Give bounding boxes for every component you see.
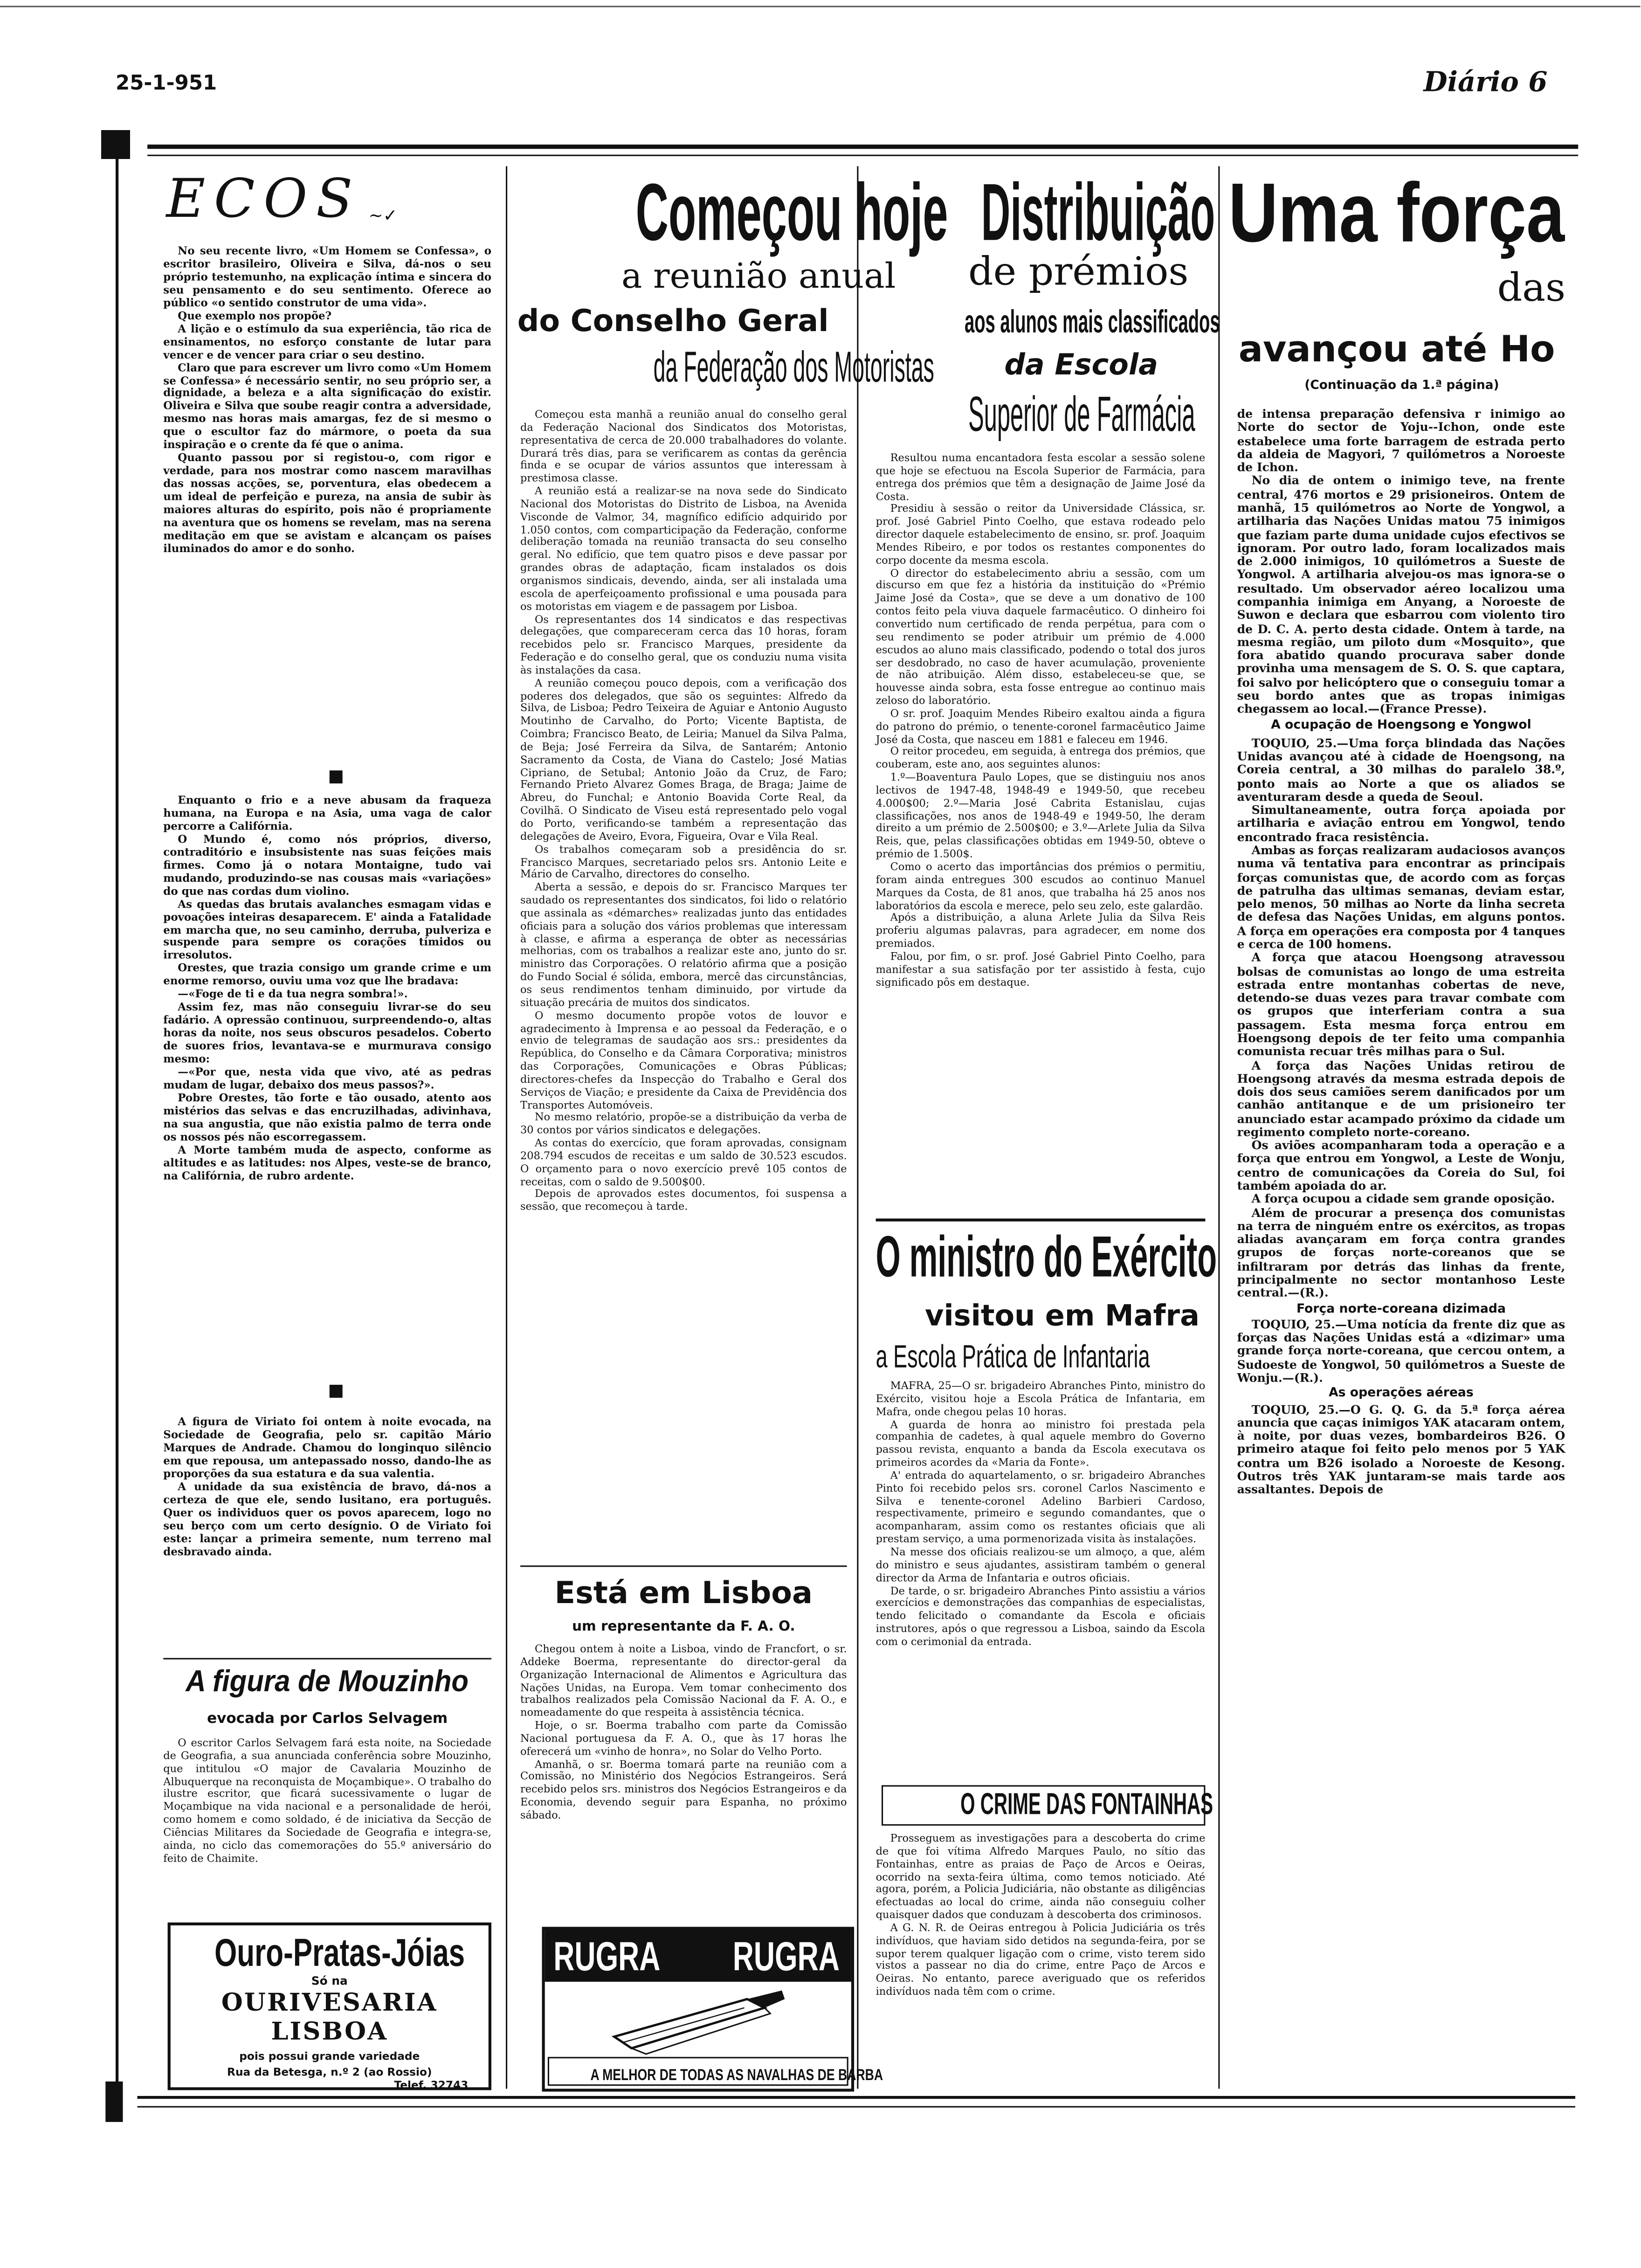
premios-paragraph: O reitor procedeu, em seguida, à entrega dos prémios, que couberam, este ano, aos seguintes alunos: — [876, 745, 1206, 771]
premios-paragraph: Falou, por fim, o sr. prof. José Gabriel Pinto Coelho, para manifestar a sua satisfação por ter assistido à festa, cujo significado pôs em destaque. — [876, 949, 1206, 989]
rugra-brand-left: RUGRA — [553, 1934, 661, 1979]
ecos-paragraph: A Morte também muda de aspecto, conforme as altitudes e as latitudes: nos Alpes, veste-se de branco, na Califórnia, de rubro ardente. — [163, 1143, 491, 1182]
ministro-headline-3-wrap — [876, 1339, 1211, 1376]
premios-headline-4: da Escola — [1004, 347, 1158, 382]
mouzinho-subtitle: evocada por Carlos Selvagem — [207, 1711, 448, 1728]
conselho-paragraph: A reunião começou pouco depois, com a verificação dos poderes dos delegados, que são os seguintes: Alfredo da Silva, de Lisboa; Pedro Teixeira de Aguiar e Antonio Augusto Moutinho de Carvalho, do Porto; Vicente Baptista, de Coimbra; Francisco Beato, de Leiria; Manuel da Silva Palma, de Beja; José Ferreira da Silva, de Santarém; Antonio Sacramento da Costa, de Viana do Castelo; José Matias Cipriano, de Setubal; Antonio João da Cruz, de Faro; Fernando Prieto Alvarez Gomes Braga, de Braga; Jaime de Abreu, do Funchal; e Antonio Boavida Corte Real, da Covilhã. O Sindicato de Viseu está representado pelo vogal do Porto, verificando-se também a representação das delegações de Aveiro, Evora, Figueira, Ovar e Vila Real. — [520, 676, 847, 843]
forca-paragraph: Ambas as forças realizaram audaciosos avanços numa vã tentativa para encontrar as principais forças comunistas que, de acordo com as forças de patrulha das ultimas semanas, deviam estar, pelo menos, 50 milhas ao Norte da linha secreta de defesa das Nações Unidas, em alguns pontos. A força em operações era composta por 4 tanques e cerca de 100 homens. — [1237, 843, 1565, 951]
ecos-paragraph: Orestes, que trazia consigo um grande crime e um enorme remorso, ouviu uma voz que lhe bradava: — [163, 961, 491, 988]
forca-headline-3: avançou até Ho — [1238, 328, 1555, 370]
ecos-paragraph: Quanto passou por si registou-o, com rigor e verdade, para nos mostrar como nascem maravilhas das nossas acções, se, porventura, elas obedecem a um ideal de perfeição e pureza, na ansia de subir às maiores alturas do espírito, pois não é propriamente na aventura que os homens se revelam, mas na serena meditação em que se avistam e alcançam os países iluminados do amor e do sonho. — [163, 451, 491, 555]
conselho-paragraph: Os trabalhos começaram sob a presidência do sr. Francisco Marques, secretariado pelos srs. Antonio Leite e Mário de Carvalho, directores do conselho. — [520, 842, 847, 881]
ecos-section-3 — [163, 1417, 491, 1559]
lisboa-paragraph: Chegou ontem à noite a Lisboa, vindo de Francfort, o sr. Addeke Boerma, representante do director-geral da Organização Internacional de Alimentos e Agricultura das Nações Unidas, na Europa. Vem tomar conhecimento dos trabalhos realizados pela Comissão Nacional da F. A. O., e nomeadamente do que respeita à assistência técnica. — [520, 1642, 847, 1719]
column-divider — [857, 166, 858, 2089]
rugra-brand-right: RUGRA — [732, 1934, 840, 1979]
ecos-ornament: ~✓ — [368, 205, 398, 226]
section-rule — [876, 1218, 1206, 1221]
conselho-headline-1: Começou hoje — [635, 166, 948, 257]
forca-paragraph: de intensa preparação defensiva r inimigo ao Norte do sector de Yoju--Ichon, onde este estabelece uma forte barragem de estrada perto da aldeia de Magyori, 7 quilómetros a Noroeste de Ichon. — [1237, 406, 1565, 475]
column-divider — [506, 166, 507, 2089]
lisboa-paragraph: Amanhã, o sr. Boerma tomará parte na reunião com a Comissão, no Ministério dos Negócios Estrangeiros. Será recebido pelos srs. ministros dos Negócios Estrangeiros e da Economia, devendo seguir para Espanha, no próximo sábado. — [520, 1757, 847, 1821]
ministro-paragraph: Na messe dos oficiais realizou-se um almoço, a que, além do ministro e seus ajudantes, assistiram também o general director da Arma de Infantaria e outros oficiais. — [876, 1545, 1206, 1584]
ecos-paragraph: As quedas das brutais avalanches esmagam vidas e povoações inteiras desaparecem. E' ainda a Fatalidade em marcha que, no seu caminho, derruba, pulveriza e suspende para sempre os corações tímidos ou irresolutos. — [163, 897, 491, 962]
conselho-headline-wrap — [513, 165, 948, 258]
ad-line-2: Só na — [311, 1974, 348, 1988]
rugra-slogan: A MELHOR DE TODAS AS NAVALHAS DE BARBA — [590, 2067, 883, 2085]
conselho-body — [520, 409, 847, 1214]
ecos-title: ECOS — [166, 167, 361, 230]
premios-headline-2: de prémios — [968, 250, 1189, 295]
rugra-ad — [542, 1927, 883, 2091]
bottom-rule-thin — [138, 2106, 1576, 2108]
premios-paragraph: Como o acerto das importâncias dos prémios o permitiu, foram ainda entregues 300 escudos ao continuo Manuel Marques da Costa, de 81 anos, que trabalha há 25 anos nos laboratórios da escola e merece, pelo seu zelo, este galardão. — [876, 860, 1206, 912]
ecos-paragraph: Assim fez, mas não conseguiu livrar-se do seu fadário. A opressão continuou, surpreendendo-o, altas horas da noite, nos seus obscuros pesadelos. Coberto de suores frios, levantava-se e murmurava consigo mesmo: — [163, 1000, 491, 1065]
ad-line-5: Rua da Betesga, n.º 2 (ao Rossio) — [227, 2065, 432, 2079]
premios-body — [876, 452, 1206, 989]
rugra-slogan-box — [548, 2057, 883, 2086]
premios-paragraph: Resultou numa encantadora festa escolar a sessão solene que hoje se efectuou na Escola Superior de Farmácia, para entrega dos prémios que têm a designação de Jaime José da Costa. — [876, 451, 1206, 503]
forca-headline-2: das — [1497, 266, 1566, 311]
ecos-paragraph: No seu recente livro, «Um Homem se Confessa», o escritor brasileiro, Oliveira e Silva, dá-nos o seu próprio testemunho, na explicação íntima e sincera do seu pensamento e do seu sentimento. Oferece ao público «o sentido construtor de uma vida». — [163, 244, 491, 309]
ministro-paragraph: MAFRA, 25—O sr. brigadeiro Abranches Pinto, ministro do Exército, visitou hoje a Escola Prática de Infantaria, em Mafra, onde chegou pelas 10 horas. — [876, 1379, 1206, 1418]
premios-paragraph: Presidiu à sessão o reitor da Universidade Clássica, sr. prof. José Gabriel Pinto Coelho, que estava rodeado pelo director daquele estabelecimento de ensino, sr. prof. Joaquim Mendes Ribeiro, e por todos os restantes componentes do corpo docente da mesma escola. — [876, 502, 1206, 567]
header-rule — [147, 145, 1578, 149]
ministro-paragraph: A guarda de honra ao ministro foi prestada pela companhia de cadetes, à qual aquele membro do Governo passou revista, enquanto a banda da Escola executava os primeiros acordes da «Maria da Fonte». — [876, 1417, 1206, 1469]
lisboa-body — [520, 1644, 847, 1823]
conselho-paragraph: A reunião está a realizar-se na nova sede do Sindicato Nacional dos Motoristas do Distrito de Lisboa, na Avenida Visconde de Valmor, 34, magnífico edifício adquirido por 1.050 contos, com comparticipação da Federação, conforme deliberação tomada na reunião transacta do seu conselho geral. No edifício, que tem quatro pisos e deve passar por grandes obras de adaptação, ficam instalados os dois organismos sindicais, devendo, ainda, ser ali instalada uma escola de aperfeiçoamento profissional e uma pousada para os motoristas em viagem e de passagem por Lisboa. — [520, 484, 847, 613]
forca-paragraph: A força ocupou a cidade sem grande oposição. — [1251, 1191, 1555, 1206]
ecos-paragraph: Enquanto o frio e a neve abusam da fraqueza humana, na Europa e na Asia, uma vaga de calor percorre a Califórnia. — [163, 793, 491, 833]
conselho-paragraph: As contas do exercício, que foram aprovadas, consignam 208.794 escudos de receitas e um saldo de 30.523 escudos. O orçamento para o novo exercício prevê 105 contos de receitas, com o saldo de 9.500$00. — [520, 1136, 847, 1188]
column-divider — [1218, 166, 1220, 2089]
mouzinho-body — [163, 1737, 491, 1865]
conselho-headline-4: da Federação dos Motoristas — [653, 344, 934, 392]
conselho-paragraph: No mesmo relatório, propõe-se a distribuição da verba de 30 contos por vários sindicatos e delegações. — [520, 1111, 847, 1137]
ministro-paragraph: De tarde, o sr. brigadeiro Abranches Pinto assistiu a vários exercícios e demonstrações das companhias de especialistas, tendo felicitado o comandante da Escola e oficiais instrutores, após o que regressou a Lisboa, saindo da Escola com o cerimonial da entrada. — [876, 1583, 1206, 1648]
ecos-paragraph: Pobre Orestes, tão forte e tão ousado, atento aos mistérios das selvas e das encruzilhadas, adivinhava, na sua angustia, que não existia palmo de terra onde os nossos pés não escorregassem. — [163, 1091, 491, 1143]
premios-headline-3: aos alunos mais classificados — [964, 304, 1220, 340]
premios-paragraph: 1.º—Boaventura Paulo Lopes, que se distinguiu nos anos lectivos de 1947-48, 1948-49 e 1949-50, que recebeu 4.000$00; 2.º—Maria José Cabrita Estanislau, cujas classificações, nos anos de 1948-49 e 1949-50, lhe deram direito a um prémio de 2.500$00; e 3.º—Arlete Julia da Silva Reis, que, pelas classificações obtidas em 1949-50, obteve o prémio de 1.500$. — [876, 770, 1206, 860]
premios-paragraph: O sr. prof. Joaquim Mendes Ribeiro exaltou ainda a figura do patrono do prémio, o tenente-coronel farmacêutico Jaime José da Costa, que nasceu em 1881 e faleceu em 1946. — [876, 706, 1206, 746]
ad-line-1: Ouro-Pratas-Jóias — [214, 1931, 465, 1975]
ecos-paragraph: A unidade da sua existência de bravo, dá-nos a certeza de que ele, sendo lusitano, era português. Quer os individuos quer os povos aparecem, logo no seu berço com um certo desígnio. O de Viriato foi este: lançar a primeira semente, num terreno mal desbravado ainda. — [163, 1480, 491, 1558]
forca-paragraph: No dia de ontem o inimigo teve, na frente central, 476 mortos e 29 prisioneiros. Ontem de manhã, 15 quilómetros ao Norte de Yongwol, a artilharia das Nações Unidas matou 75 inimigos que faziam parte duma unidade cujos efectivos se ignoram. Por outro lado, foram localizados mais de 2.000 inimigos, 10 quilómetros a Sueste de Yongwol. A artilharia alvejou-os mas ignora-se o resultado. Um observador aéreo localizou uma companhia inimiga em Anyang, a Noroeste de Suwon e declara que esbarrou com violento tiro de D. C. A. perto desta cidade. Ontem à tarde, na mesma região, um piloto dum «Mosquito», que fora abatido quando procurava saber donde provinha uma mensagem de S. O. S. que captara, foi salvo por helicóptero que o conseguiu tomar a seu bordo antes que as tropas inimigas chegassem ao local.—(France Presse). — [1237, 473, 1565, 716]
forca-subheading: As operações aéreas — [1329, 1386, 1474, 1401]
ministro-body — [876, 1381, 1206, 1649]
forca-subheading: Força norte-coreana dizimada — [1296, 1301, 1506, 1316]
section-rule — [163, 1658, 491, 1660]
ecos-paragraph: Que exemplo nos propõe? — [178, 309, 332, 322]
conselho-paragraph: Começou esta manhã a reunião anual do conselho geral da Federação Nacional dos Sindicatos dos Motoristas, representativa de cerca de 20.000 trabalhadores do volante. Durará três dias, para se verificarem as contas da gerência finda e se ocupar de vários assuntos que interessam à prestimosa classe. — [520, 408, 847, 485]
forca-paragraph: TOQUIO, 25.—Uma força blindada das Nações Unidas avançou até à cidade de Hoengsong, na Coreia central, a 30 milhas do paralelo 38.º, ponto mais ao Norte a que os aliados se aventuraram desde a queda de Seoul. — [1237, 735, 1565, 804]
crime-body — [876, 1833, 1206, 1999]
premios-headline-3-wrap — [864, 304, 1220, 341]
section-rule — [520, 1565, 847, 1567]
premios-paragraph: Após a distribuição, a aluna Arlete Julia da Silva Reis proferiu algumas palavras, para agradecer, em nome dos premiados. — [876, 911, 1206, 950]
ourivesaria-ad — [168, 1922, 491, 2090]
ad-line-4: pois possui grande variedade — [239, 2049, 420, 2063]
forca-paragraph: A força das Nações Unidas retirou de Hoengsong através da mesma estrada depois de dois dos seus camiões serem danificados por um canhão antitanque e de um prisioneiro ter anunciado estar acampado próximo da cidade um regimento completo norte-coreano. — [1237, 1057, 1565, 1139]
crime-title: O CRIME DAS FONTAINHAS — [960, 1788, 1214, 1821]
ecos-paragraph: Claro que para escrever um livro como «Um Homem se Confessa» é necessário sentir, no seu próprio ser, a dignidade, a beleza e a alta significação do existir. Oliveira e Silva que soube reagir contra a adversidade, mesmo nas horas mais amargas, fez de si mesmo o que o escultor faz do mármore, o poeta da sua inspiração e o crente da fé que o anima. — [163, 360, 491, 452]
ecos-paragraph: A figura de Viriato foi ontem à noite evocada, na Sociedade de Geografia, pelo sr. capitão Mário Marques de Andrade. Chamou do longinquo silêncio em que repousa, um antepassado nosso, dando-lhe as proporções da sua estatura e da sua valentia. — [163, 1415, 491, 1480]
ecos-paragraph: O Mundo é, como nós próprios, diverso, contraditório e insubsistente nas suas feições mais firmes. Como já o notara Montaigne, tudo vai mudando, produzindo-se nas cousas mais «variações» do que nas cordas dum violino. — [163, 832, 491, 898]
mouzinho-paragraph: O escritor Carlos Selvagem fará esta noite, na Sociedade de Geografia, a sua anunciada conferência sobre Mouzinho, que intitulou «O major de Cavalaria Mouzinho de Albuquerque na reconquista de Moçambique». O trabalho do ilustre escritor, que ficará sucessivamente o lugar de Moçambique na vida nacional e a personalidade de herói, como homem e como soldado, é de iniciativa da Secção de Ciências Militares da Sociedade de Geografia e integra-se, ainda, no ciclo das comemorações do 55.º aniversário do feito de Chaimite. — [163, 1736, 491, 1864]
premios-headline-5: Superior de Farmácia — [968, 387, 1195, 443]
crime-paragraph: Prosseguem as investigações para a descoberta do crime de que foi vítima Alfredo Marques Paulo, no sítio das Fontainhas, entre as praias de Paço de Arcos e Oeiras, ocorrido na sexta-feira última, como temos noticiado. Até agora, porém, a Policia Judiciária, não obstante as diligências efectuadas ao local do crime, ainda não conseguiu colher quaisquer dados que conduzam à descoberta dos criminosos. — [876, 1831, 1206, 1922]
ecos-paragraph: —«Por que, nesta vida que vivo, até as pedras mudam de lugar, debaixo dos meus passos?». — [163, 1065, 491, 1092]
crime-paragraph: A G. N. R. de Oeiras entregou à Policia Judiciária os três indivíduos, que haviam sido detidos na segunda-feira, por se supor terem qualquer ligação com o crime, visto terem sido vistos a passear no dia do crime, entre Paço de Arcos e Oeiras. No entanto, parece averiguado que os referidos indivíduos nada têm com o crime. — [876, 1921, 1206, 1998]
forca-paragraph: Os aviões acompanharam toda a operação e a força que entrou em Yongwol, a Leste de Wonju, centro de comunicações da Coreia do Sul, foi também apoiada do ar. — [1237, 1138, 1565, 1193]
premios-headline-1: Distribuição — [981, 166, 1215, 257]
header-rule-thin — [147, 155, 1578, 156]
conselho-headline-3: do Conselho Geral — [517, 304, 829, 339]
ecos-paragraph: —«Foge de ti e da tua negra sombra!». — [178, 988, 408, 1001]
premios-paragraph: O director do estabelecimento abriu a sessão, com um discurso em que fez a história da instituição do «Prémio Jaime José da Costa», que se deve a um donativo de 100 contos feito pela viuva daquele farmacêutico. O dinheiro foi convertido num certificado de renda perpétua, para com o seu rendimento se poder atribuir um prémio de 4.000 escudos ao aluno mais classificado, podendo o total dos juros ser desdobrado, no caso de haver acumulação, proveniente de não atribuição. Além disso, estabeleceu-se que, se houvesse ainda sobra, esta fosse entregue ao continuo mais zeloso do laboratório. — [876, 566, 1206, 707]
forca-headline-1: Uma força — [1228, 166, 1565, 260]
forca-paragraph: TOQUIO, 25.—Uma notícia da frente diz que as forças das Nações Unidas está a «dizimar» uma grande força norte-coreana, que cercou ontem, a Sudoeste de Yongwol, 50 quilómetros a Sueste de Wonju.—(R.). — [1237, 1316, 1565, 1385]
corner-mark-bottom — [105, 2081, 123, 2122]
conselho-headline-2: a reunião anual — [621, 256, 896, 297]
conselho-headline-4-wrap — [513, 344, 934, 393]
conselho-paragraph: Depois de aprovados estes documentos, foi suspensa a sessão, que recomeçou à tarde. — [520, 1187, 847, 1213]
forca-paragraph: Além de procurar a presença dos comunistas na terra de ninguém entre os exércitos, as tropas aliadas avançaram em força contra grandes grupos de forças norte-coreanos que se infiltraram por detrás das linhas da frente, principalmente no sector montanhoso Leste central.—(R.). — [1237, 1205, 1565, 1300]
issue-date: 25-1-951 — [116, 72, 217, 96]
left-border-rule — [116, 130, 118, 2113]
ministro-headline-1: O ministro do Exército — [876, 1225, 1217, 1290]
ministro-paragraph: A' entrada do aquartelamento, o sr. brigadeiro Abranches Pinto foi recebido pelos srs. coronel Carlos Nascimento e Silva e tenente-coronel Adelino Barbieri Cardoso, respectivamente, primeiro e segundo comandantes, que o acompanharam, assim como os restantes oficiais que ali prestam serviço, a uma pormenorizada visita às instalações. — [876, 1468, 1206, 1546]
forca-headline-wrap — [1228, 165, 1638, 262]
lisboa-title: Está em Lisboa — [554, 1576, 813, 1611]
forca-continuation: (Continuação da 1.ª página) — [1304, 379, 1499, 394]
premios-headline-wrap — [864, 165, 1215, 258]
ad-line-6: Telef. 32743 — [394, 2078, 469, 2092]
ecos-section-2 — [163, 795, 491, 1183]
bottom-rule — [138, 2096, 1576, 2099]
conselho-paragraph: Os representantes dos 14 sindicatos e das respectivas delegações, que compareceram cerca das 10 horas, foram recebidos pelo sr. Francisco Marques, presidente da Federação e do conselho geral, que os conduziu numa visita às instalações da casa. — [520, 612, 847, 677]
forca-paragraph: TOQUIO, 25.—O G. Q. G. da 5.ª força aérea anuncia que caças inimigos YAK atacaram ontem, à noite, por duas vezes, bombardeiros B26. O primeiro ataque foi feito pelo menos por 5 YAK contra um B26 isolado a Noroeste de Kesong. Outros três YAK juntaram-se mais tarde aos assaltantes. Depois de — [1237, 1401, 1565, 1497]
forca-paragraph: Simultaneamente, outra força apoiada por artilharia e aviação entrou em Yongwol, tendo encontrado fraca resistência. — [1237, 802, 1565, 844]
mouzinho-headline-wrap — [156, 1665, 499, 1700]
razor-icon — [603, 1984, 791, 2057]
forca-paragraph: A força que atacou Hoengsong atravessou bolsas de comunistas ao longo de uma estreita estrada entre montanhas cobertas de neve, detendo-se duas vezes para travar combate com os grupos que interferiam contra a sua passagem. Esta mesma força entrou em Hoengsong depois de ter feito uma companhia comunista recuar três milhas para o Sul. — [1237, 950, 1565, 1058]
ministro-headline-wrap — [876, 1225, 1217, 1291]
top-edge-rule — [0, 6, 1641, 7]
ecos-section-1 — [163, 246, 491, 556]
lisboa-subtitle: um representante da F. A. O. — [572, 1619, 795, 1635]
ministro-headline-3: a Escola Prática de Infantaria — [876, 1338, 1150, 1375]
forca-subheading: A ocupação de Hoengsong e Yongwol — [1271, 719, 1531, 734]
conselho-paragraph: Aberta a sessão, e depois do sr. Francisco Marques ter saudado os representantes dos sindicatos, foi lido o relatório que assinala as «démarches» realizadas junto das entidades oficiais para a solução dos vários problemas que interessam à classe, e afirma a esperança de obter as necessárias melhorias, com os trabalhos a realizar este ano, junto do sr. ministro das Corporações. O relatório afirma que a posição do Fundo Social é sólida, embora, mercê das circunstâncias, os seus rendimentos tenham diminuido, por virtude da situação precária de muitos dos sindicatos. — [520, 880, 847, 1009]
separator-square — [330, 1385, 343, 1398]
mouzinho-title: A figura de Mouzinho — [186, 1665, 469, 1699]
masthead: Diário 6 — [1423, 66, 1548, 98]
ecos-paragraph: A lição e o estímulo da sua experiência, tão rica de ensinamentos, no esforço constante de lutar para vencer e de vencer para criar o seu destino. — [163, 322, 491, 361]
ministro-headline-2: visitou em Mafra — [925, 1298, 1200, 1333]
separator-square — [330, 770, 343, 783]
forca-body — [1237, 408, 1565, 1497]
crime-title-box — [882, 1785, 1214, 1826]
ad-line-3: OURIVESARIA LISBOA — [221, 1989, 438, 2047]
conselho-paragraph: O mesmo documento propõe votos de louvor e agradecimento à Imprensa e ao pessoal da Federação, e o envio de telegramas de saudação aos srs.: presidentes da República, do Conselho e da Câmara Corporativa; ministros das Corporações, Comunicações e Obras Públicas; directores-chefes da Inspecção do Trabalho e Geral dos Serviços de Viação; e presidente da Caixa de Previdência dos Transportes Automóveis. — [520, 1008, 847, 1111]
lisboa-paragraph: Hoje, o sr. Boerma trabalho com parte da Comissão Nacional portuguesa da F. A. O., que às 17 horas lhe oferecerá um «vinho de honra», no Solar do Velho Porto. — [520, 1719, 847, 1757]
